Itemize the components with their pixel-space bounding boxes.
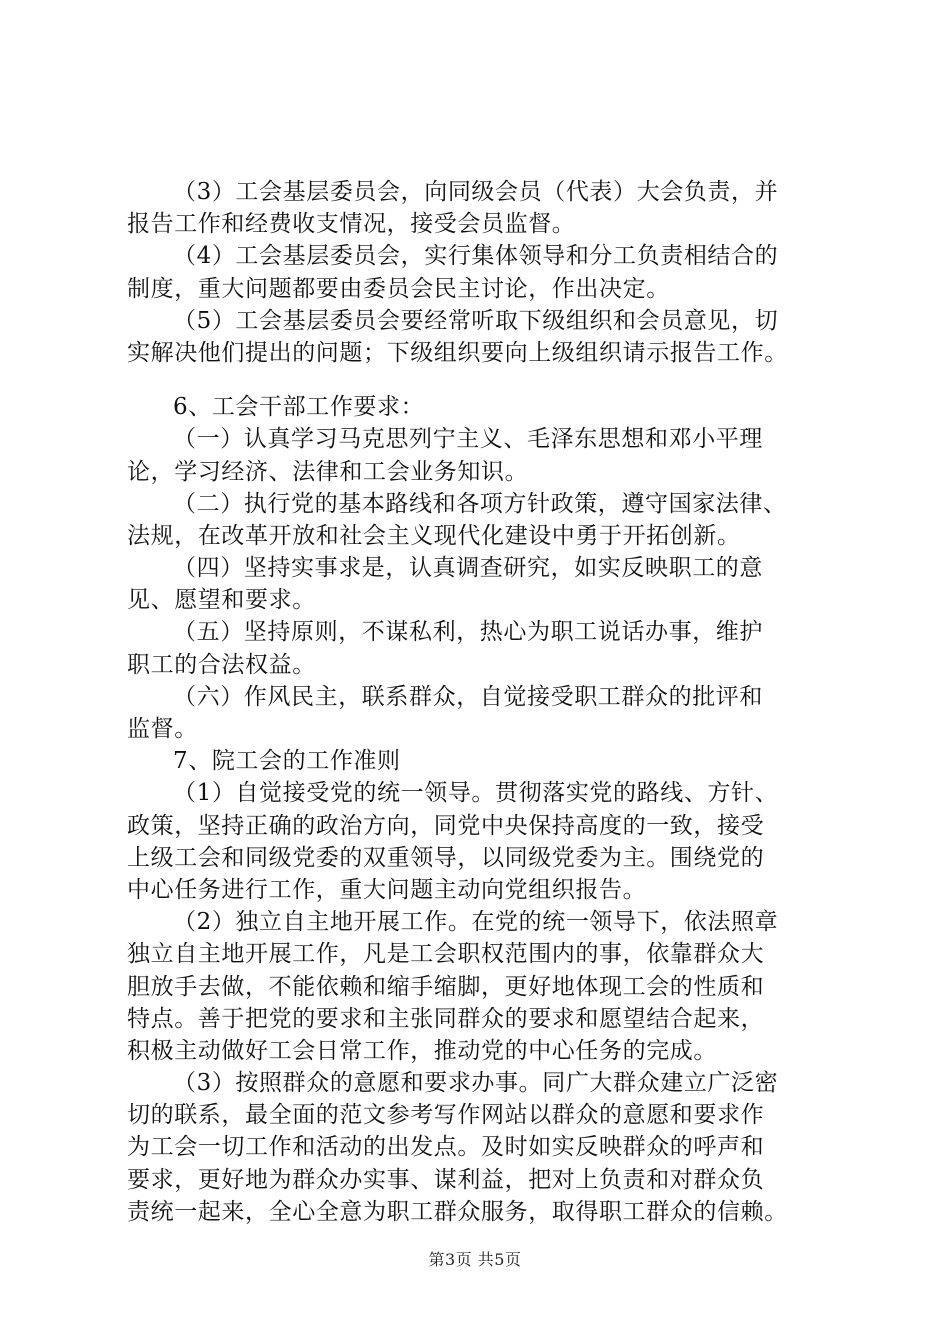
paragraph-line: 积极主动做好工会日常工作，推动党的中心任务的完成。 bbox=[127, 1037, 717, 1064]
paragraph-line: （四）坚持实事求是，认真调查研究，如实反映职工的意 bbox=[173, 555, 763, 582]
paragraph-line: 实解决他们提出的问题；下级组织要向上级组织请示报告工作。 bbox=[127, 339, 788, 366]
paragraph-line: （1）自觉接受党的统一领导。贯彻落实党的路线、方针、 bbox=[173, 780, 779, 807]
paragraph-line: （五）坚持原则，不谋私利，热心为职工说话办事，维护 bbox=[173, 619, 763, 646]
paragraph-line: （二）执行党的基本路线和各项方针政策，遵守国家法律、 bbox=[173, 490, 787, 517]
paragraph-line: 监督。 bbox=[127, 716, 198, 742]
paragraph-line: （4）工会基层委员会，实行集体领导和分工负责相结合的 bbox=[173, 243, 779, 270]
document-body bbox=[127, 176, 835, 1228]
section-heading: 6、工会干部工作要求： bbox=[173, 394, 425, 421]
paragraph-line: 切的联系，最全面的范文参考写作网站以群众的意愿和要求作 bbox=[127, 1102, 765, 1129]
paragraph-line: 制度，重大问题都要由委员会民主讨论，作出决定。 bbox=[127, 275, 670, 302]
paragraph-line: （3）工会基层委员会，向同级会员（代表）大会负责，并 bbox=[173, 179, 779, 205]
paragraph-line: 胆放手去做，不能依赖和缩手缩脚，更好地体现工会的性质和 bbox=[127, 973, 765, 1000]
paragraph-line: （六）作风民主，联系群众，自觉接受职工群众的批评和 bbox=[173, 683, 763, 710]
section-heading: 7、院工会的工作准则 bbox=[173, 748, 401, 775]
paragraph-line: 职工的合法权益。 bbox=[127, 651, 316, 678]
page-footer: 第3页 共5页 bbox=[428, 1250, 522, 1269]
paragraph-line: 中心任务进行工作，重大问题主动向党组织报告。 bbox=[127, 876, 647, 903]
paragraph-line: 政策，坚持正确的政治方向，同党中央保持高度的一致，接受 bbox=[127, 812, 765, 839]
paragraph-line: 报告工作和经费收支情况，接受会员监督。 bbox=[127, 211, 576, 238]
paragraph-line: 要求，更好地为群众办实事、谋利益，把对上负责和对群众负 bbox=[127, 1166, 765, 1193]
paragraph-line: 责统一起来，全心全意为职工群众服务，取得职工群众的信赖。 bbox=[127, 1198, 788, 1225]
paragraph-gap bbox=[127, 369, 835, 391]
paragraph-line: （5）工会基层委员会要经常听取下级组织和会员意见，切 bbox=[173, 307, 779, 334]
paragraph-line: 特点。善于把党的要求和主张同群众的要求和愿望结合起来， bbox=[127, 1005, 765, 1032]
paragraph-line: （一）认真学习马克思列宁主义、毛泽东思想和邓小平理 bbox=[173, 426, 763, 453]
paragraph-line: 上级工会和同级党委的双重领导，以同级党委为主。围绕党的 bbox=[127, 844, 765, 871]
paragraph-line: 为工会一切工作和活动的出发点。及时如实反映群众的呼声和 bbox=[127, 1134, 765, 1161]
paragraph-line: 法规，在改革开放和社会主义现代化建设中勇于开拓创新。 bbox=[127, 522, 741, 549]
paragraph-line: 论，学习经济、法律和工会业务知识。 bbox=[127, 458, 529, 485]
paragraph-line: 见、愿望和要求。 bbox=[127, 587, 316, 614]
paragraph-line: （3）按照群众的意愿和要求办事。同广大群众建立广泛密 bbox=[173, 1070, 779, 1097]
paragraph-line: 独立自主地开展工作，凡是工会职权范围内的事，依靠群众大 bbox=[127, 941, 765, 968]
paragraph-line: （2）独立自主地开展工作。在党的统一领导下，依法照章 bbox=[173, 909, 779, 936]
